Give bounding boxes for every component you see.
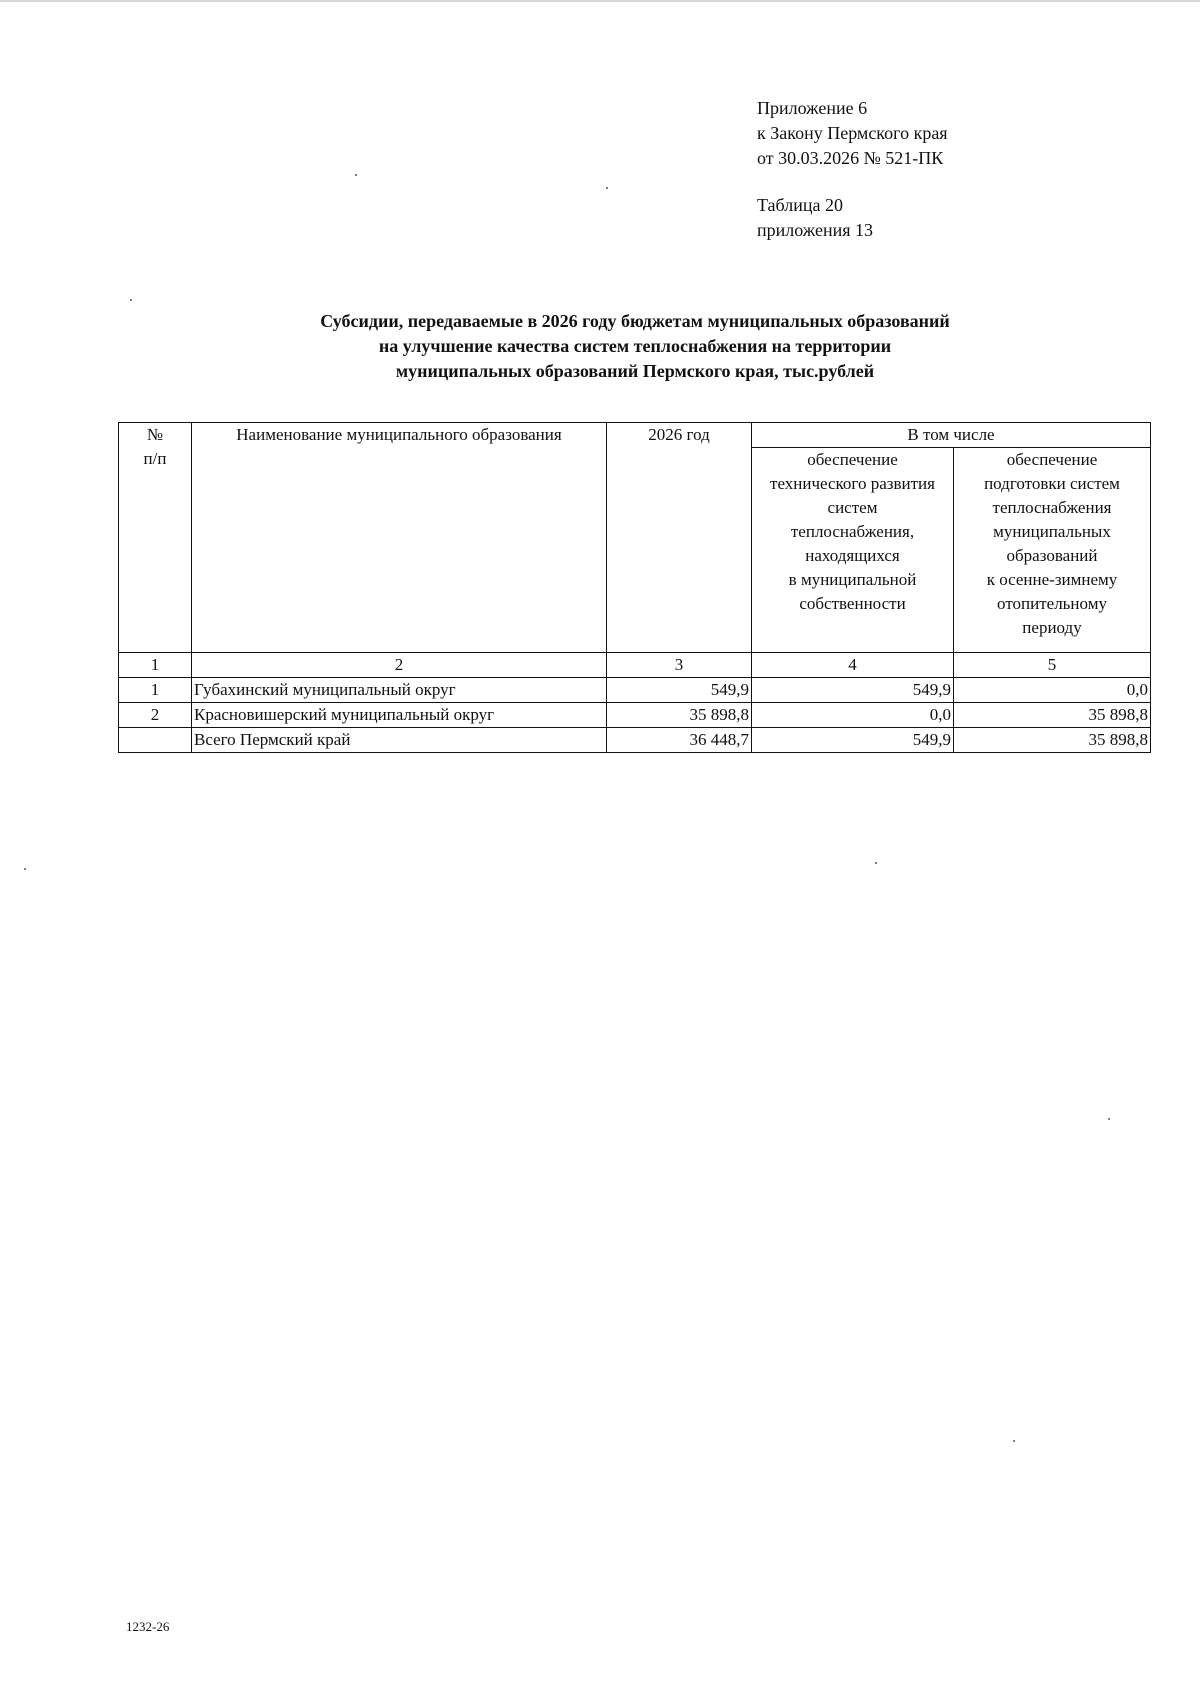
table-row (119, 703, 1151, 728)
column-index: 4 (752, 653, 954, 678)
header-col4-line: технического развития (770, 474, 935, 493)
column-index: 3 (607, 653, 752, 678)
scan-speck (1108, 1118, 1110, 1120)
header-col5-line: к осенне-зимнему (986, 570, 1118, 589)
header-col4-line: обеспечение (807, 450, 898, 469)
header-year: 2026 год (607, 423, 752, 653)
grand-total-prep: 35 898,8 (954, 728, 1151, 753)
scan-speck (875, 862, 877, 864)
column-index: 1 (119, 653, 192, 678)
total-row (119, 728, 1151, 753)
total-2026: 549,9 (607, 678, 752, 703)
total-2026: 35 898,8 (607, 703, 752, 728)
document-title (130, 309, 1140, 384)
header-name: Наименование муниципального образования (192, 423, 607, 653)
scan-speck (130, 299, 132, 301)
title-line-3: муниципальных образований Пермского края, тыс.рублей (395, 361, 875, 381)
law-line: к Закону Пермского края (757, 123, 948, 143)
header-col4-line: теплоснабжения, (790, 522, 915, 541)
document-code: 1232-26 (126, 1619, 170, 1634)
header-col5-line: подготовки систем (984, 474, 1120, 493)
header-num-sub: п/п (143, 449, 167, 468)
grand-total-2026: 36 448,7 (607, 728, 752, 753)
header-col5-line: отопительному (997, 594, 1107, 613)
header-col4-line: систем (827, 498, 878, 517)
municipality-name: Губахинский муниципальный округ (192, 678, 607, 703)
header-num-symbol: № (146, 425, 164, 444)
column-index-row (119, 653, 1151, 678)
scan-speck (1013, 1440, 1015, 1442)
header-col5-line: обеспечение (1006, 450, 1098, 469)
header-col5-line: теплоснабжения (992, 498, 1112, 517)
column-index: 2 (192, 653, 607, 678)
column-index: 5 (954, 653, 1151, 678)
table-line: Таблица 20 (757, 195, 843, 215)
header-num (119, 423, 192, 653)
header-col4-line: в муниципальной (788, 570, 917, 589)
annex-line: приложения 13 (757, 220, 874, 240)
table-row (119, 678, 1151, 703)
header-col5-line: муниципальных (993, 522, 1111, 541)
row-number (119, 728, 192, 753)
municipality-name: Красновишерский муниципальный округ (192, 703, 607, 728)
scan-speck (606, 187, 608, 189)
scan-edge (0, 0, 1200, 2)
title-line-1: Субсидии, передаваемые в 2026 году бюджетам муниципальных образований (320, 311, 950, 331)
heating-preparation-value: 35 898,8 (954, 703, 1151, 728)
header-including: В том числе (752, 423, 1151, 448)
header-tech-development (752, 448, 954, 653)
header-col4-line: собственности (799, 594, 906, 613)
header-col5-line: образований (1006, 546, 1098, 565)
scan-speck (24, 868, 26, 870)
title-line-2: на улучшение качества систем теплоснабжения на территории (378, 336, 892, 356)
row-number: 2 (119, 703, 192, 728)
tech-development-value: 0,0 (752, 703, 954, 728)
header-heating-preparation (954, 448, 1151, 653)
appendix-line: Приложение 6 (757, 98, 868, 118)
total-label: Всего Пермский край (192, 728, 607, 753)
heating-preparation-value: 0,0 (954, 678, 1151, 703)
header-col4-line: находящихся (805, 546, 900, 565)
header-col5-line: периоду (1022, 618, 1082, 637)
grand-total-tech: 549,9 (752, 728, 954, 753)
date-line: от 30.03.2026 № 521-ПК (757, 148, 944, 168)
tech-development-value: 549,9 (752, 678, 954, 703)
row-number: 1 (119, 678, 192, 703)
appendix-header (757, 96, 948, 243)
scan-speck (355, 174, 357, 176)
subsidy-table (118, 422, 1151, 753)
